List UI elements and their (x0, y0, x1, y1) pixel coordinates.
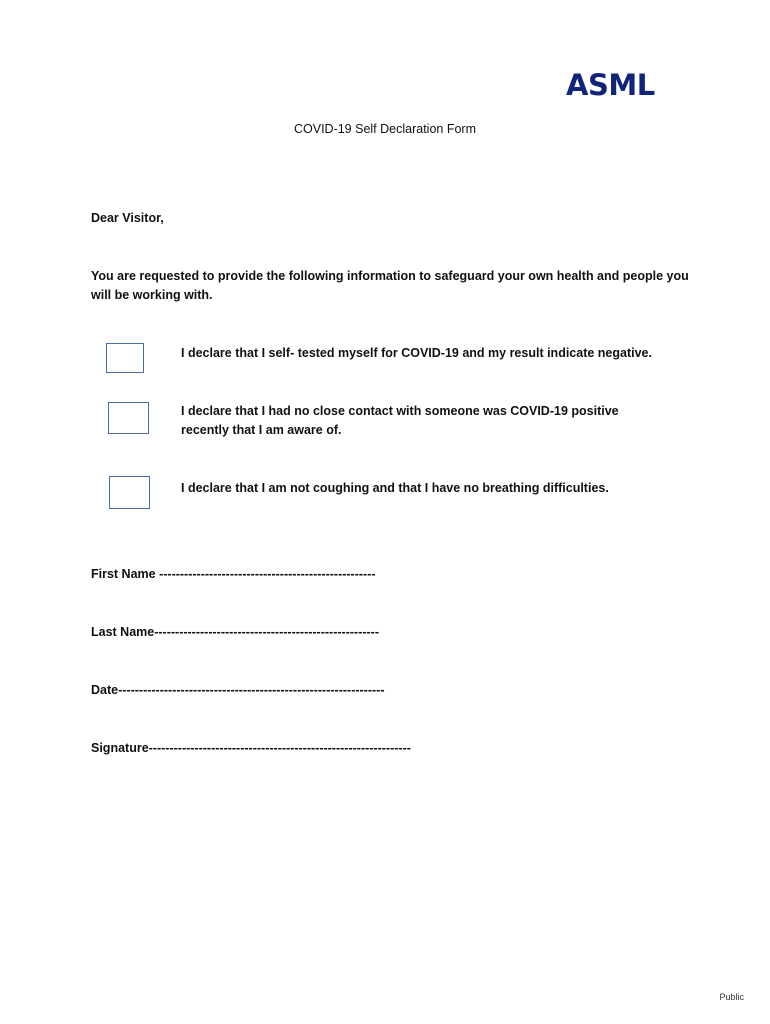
first-name-field[interactable]: First Name ---------------------------------------------------- (91, 567, 376, 581)
asml-logo (566, 66, 658, 100)
declaration-text-2: I declare that I had no close contact with someone was COVID-19 positive recently that I am aware of. (181, 404, 619, 437)
greeting: Dear Visitor, (91, 211, 164, 225)
date-field[interactable]: Date---------------------------------------------------------------- (91, 683, 385, 697)
signature-field[interactable]: Signature--------------------------------------------------------------- (91, 741, 411, 755)
last-name-field[interactable]: Last Name------------------------------------------------------ (91, 625, 380, 639)
declaration-checkbox-3[interactable] (109, 476, 150, 509)
classification-label: Public (719, 992, 744, 1002)
declaration-checkbox-2[interactable] (108, 402, 149, 434)
declaration-text-3: I declare that I am not coughing and that I have no breathing difficulties. (181, 481, 609, 495)
intro-paragraph: You are requested to provide the following information to safeguard your own health and people you will be working with. (91, 269, 689, 302)
asml-logo-mark (566, 66, 658, 100)
form-title: COVID-19 Self Declaration Form (293, 122, 476, 136)
declaration-checkbox-1[interactable] (106, 343, 144, 373)
declaration-text-1: I declare that I self- tested myself for COVID-19 and my result indicate negative. (181, 346, 652, 360)
asml-logo-text: ASML (566, 68, 655, 100)
